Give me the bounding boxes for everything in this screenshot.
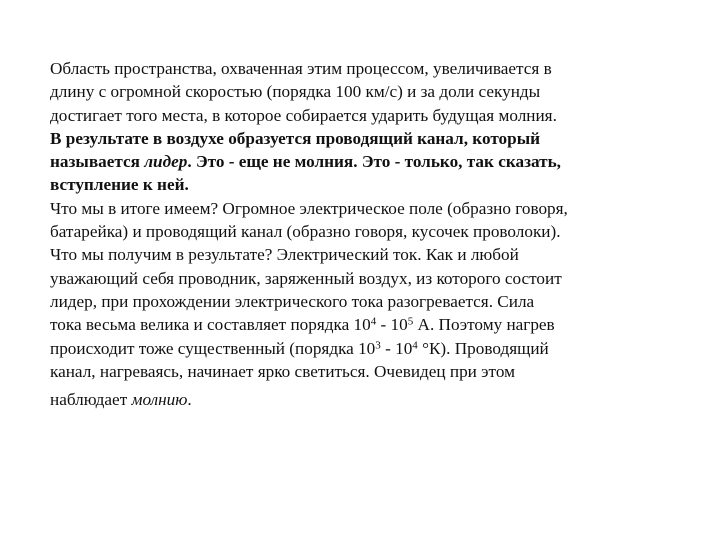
text-line: длину с огромной скоростью (порядка 100 км/с) и за доли секунды xyxy=(50,82,541,102)
italic-term-leader: лидер xyxy=(144,152,188,172)
text-fragment: называется xyxy=(50,152,145,172)
exponent: 3 xyxy=(375,339,381,352)
text-fragment: . xyxy=(187,390,192,410)
text-line: Область пространства, охваченная этим процессом, увеличивается в xyxy=(50,59,552,78)
exponent: 4 xyxy=(370,315,377,328)
bold-text-line xyxy=(50,150,680,173)
text-fragment: наблюдает xyxy=(50,390,132,410)
text-fragment: . Это - еще не молния. Это - только, так сказать, xyxy=(187,152,561,172)
text-fragment: происходит тоже существенный (порядка 10 xyxy=(50,338,376,358)
exponent: 5 xyxy=(407,315,414,328)
text-line: уважающий себя проводник, заряженный воздух, из которого состоит xyxy=(50,268,562,288)
text-line: Что мы в итоге имеем? Огромное электрическое поле (образно говоря, xyxy=(50,198,568,218)
temperature-value-line xyxy=(50,337,680,360)
text-line: батарейка) и проводящий канал (образно говоря, кусочек проволоки). xyxy=(50,222,561,242)
text-line: Что мы получим в результате? Электрический ток. Как и любой xyxy=(50,245,519,265)
italic-term-lightning: молнию xyxy=(131,390,188,410)
bold-text-line: В результате в воздухе образуется проводящий канал, который xyxy=(50,128,541,148)
text-fragment: А. Поэтому нагрев xyxy=(413,315,555,335)
text-line xyxy=(50,388,680,411)
text-fragment: °К). Проводящий xyxy=(417,338,549,358)
bold-text-line: вступление к ней. xyxy=(50,175,189,195)
text-line: достигает того места, в которое собирается ударить будущая молния. xyxy=(50,105,557,125)
text-fragment: - 10 xyxy=(376,315,408,335)
text-fragment: - 10 xyxy=(380,338,413,358)
text-fragment: тока весьма велика и составляет порядка 10 xyxy=(50,315,371,335)
text-line: канал, нагреваясь, начинает ярко светиться. Очевидец при этом xyxy=(50,361,515,381)
text-line: лидер, при прохождении электрического тока разогревается. Сила xyxy=(50,291,535,311)
current-value-line xyxy=(50,313,680,336)
text-block xyxy=(50,57,680,411)
exponent: 4 xyxy=(412,339,418,352)
